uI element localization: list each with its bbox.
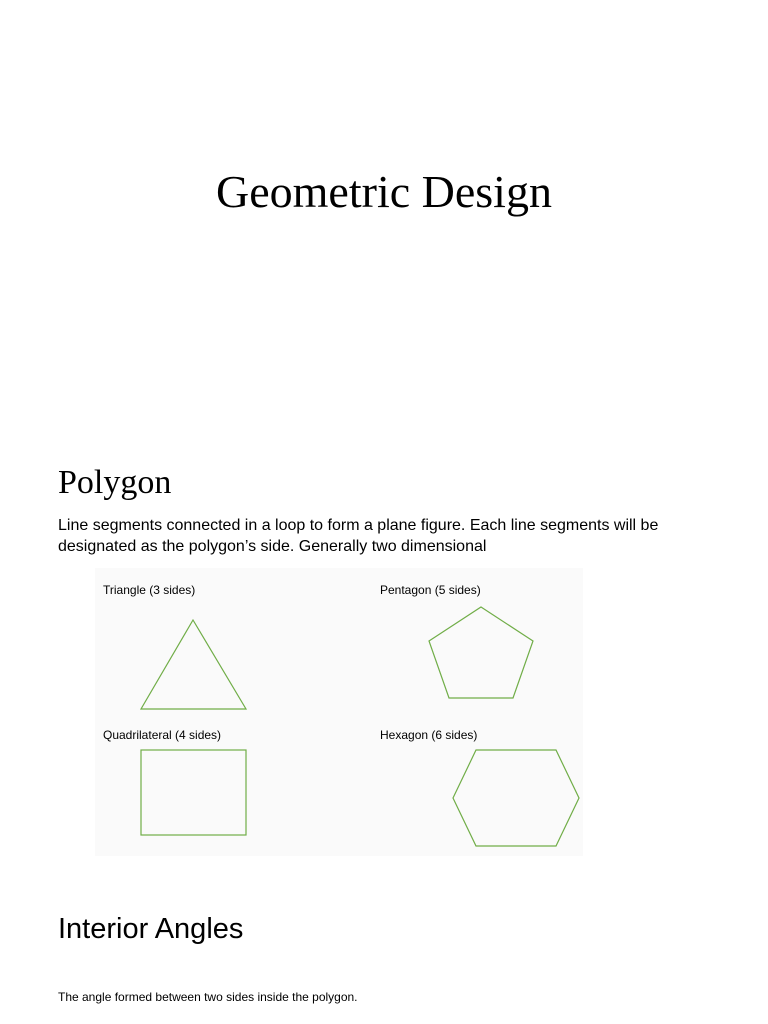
quadrilateral-label: Quadrilateral (4 sides) [103,728,222,742]
polygon-figure [95,568,583,856]
triangle-label: Triangle (3 sides) [103,583,196,597]
hexagon-shape [453,750,579,846]
page-title: Geometric Design [216,166,552,217]
triangle-shape [141,620,246,709]
polygon-description: Line segments connected in a loop to form a plane figure. Each line segments will be designated as the polygon’s side. Generally two dimensional [58,517,659,555]
quadrilateral-shape [141,750,246,835]
hexagon-label: Hexagon (6 sides) [380,728,478,742]
polygon-shapes [95,568,583,856]
polygon-heading: Polygon [58,464,172,501]
pentagon-label: Pentagon (5 sides) [380,583,481,597]
interior-angles-description: The angle formed between two sides inside the polygon. [58,990,358,1004]
interior-angles-heading: Interior Angles [58,913,244,945]
pentagon-shape [429,607,533,698]
